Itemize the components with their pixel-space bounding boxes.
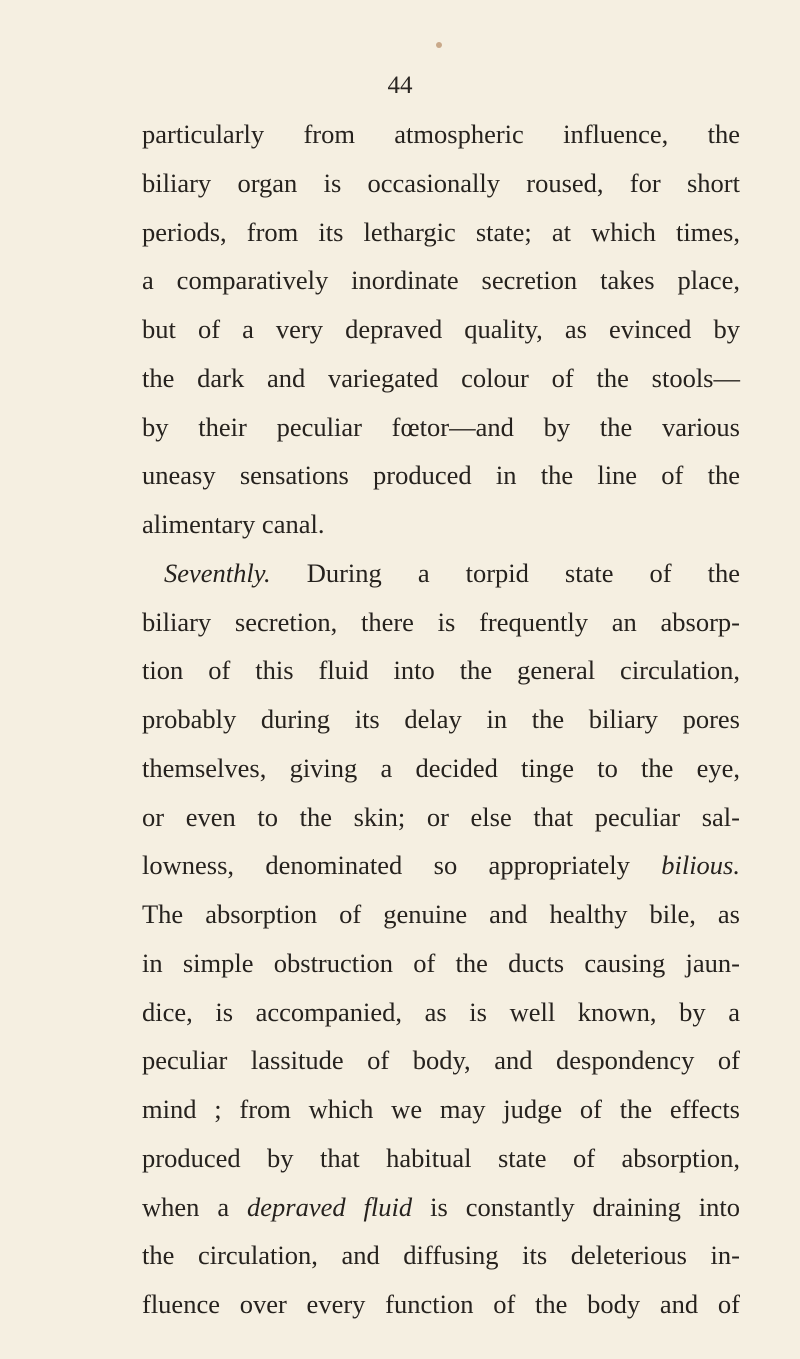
text-line: periods, from its lethargic state; at which times, [142,216,740,247]
text-line: particularly from atmospheric influence, the [142,119,740,149]
text-line: fluence over every function of the body and of [142,1289,740,1319]
section-start-line [142,549,740,598]
section-heading-seventhly: Seventhly. [164,557,271,588]
italic-term-depraved-fluid: depraved fluid [247,1191,413,1222]
text-line: biliary secretion, there is frequently an absorp- [142,606,740,637]
text-line: tion of this fluid into the general circulation, [142,655,740,686]
text-segment: lowness, denominated so appropriately [142,850,662,881]
text-line [142,1183,740,1232]
text-line: dice, is accompanied, as is well known, by a [142,996,740,1027]
text-line: but of a very depraved quality, as evinced by [142,314,740,344]
page-number: 44 [387,72,413,99]
text-segment: During a torpid state of the [270,557,740,588]
ink-dot [436,42,442,48]
text-line [142,841,740,890]
text-line: a comparatively inordinate secretion takes place, [142,265,740,296]
text-line: the dark and variegated colour of the stools— [142,362,740,393]
text-line: The absorption of genuine and healthy bile, as [142,899,740,929]
text-line: the circulation, and diffusing its deleterious in- [142,1240,740,1271]
text-line: biliary organ is occasionally roused, for short [142,167,740,198]
text-line: themselves, giving a decided tinge to the eye, [142,752,740,783]
body-text [142,110,740,1329]
text-line: by their peculiar fœtor—and by the various [142,411,740,442]
text-line: probably during its delay in the biliary pores [142,704,740,734]
text-line: produced by that habitual state of absorption, [142,1142,740,1173]
text-line: in simple obstruction of the ducts causing jaun- [142,947,740,978]
text-line: or even to the skin; or else that peculiar sal- [142,801,740,832]
italic-term-bilious: bilious. [661,850,740,881]
text-segment: is constantly draining into [412,1191,741,1222]
text-line: mind ; from which we may judge of the effects [142,1094,740,1124]
text-line: uneasy sensations produced in the line of the [142,460,740,491]
paragraph-end-line: alimentary canal. [142,509,325,539]
text-line: peculiar lassitude of body, and despondency of [142,1045,740,1076]
text-segment: when a [142,1191,248,1222]
